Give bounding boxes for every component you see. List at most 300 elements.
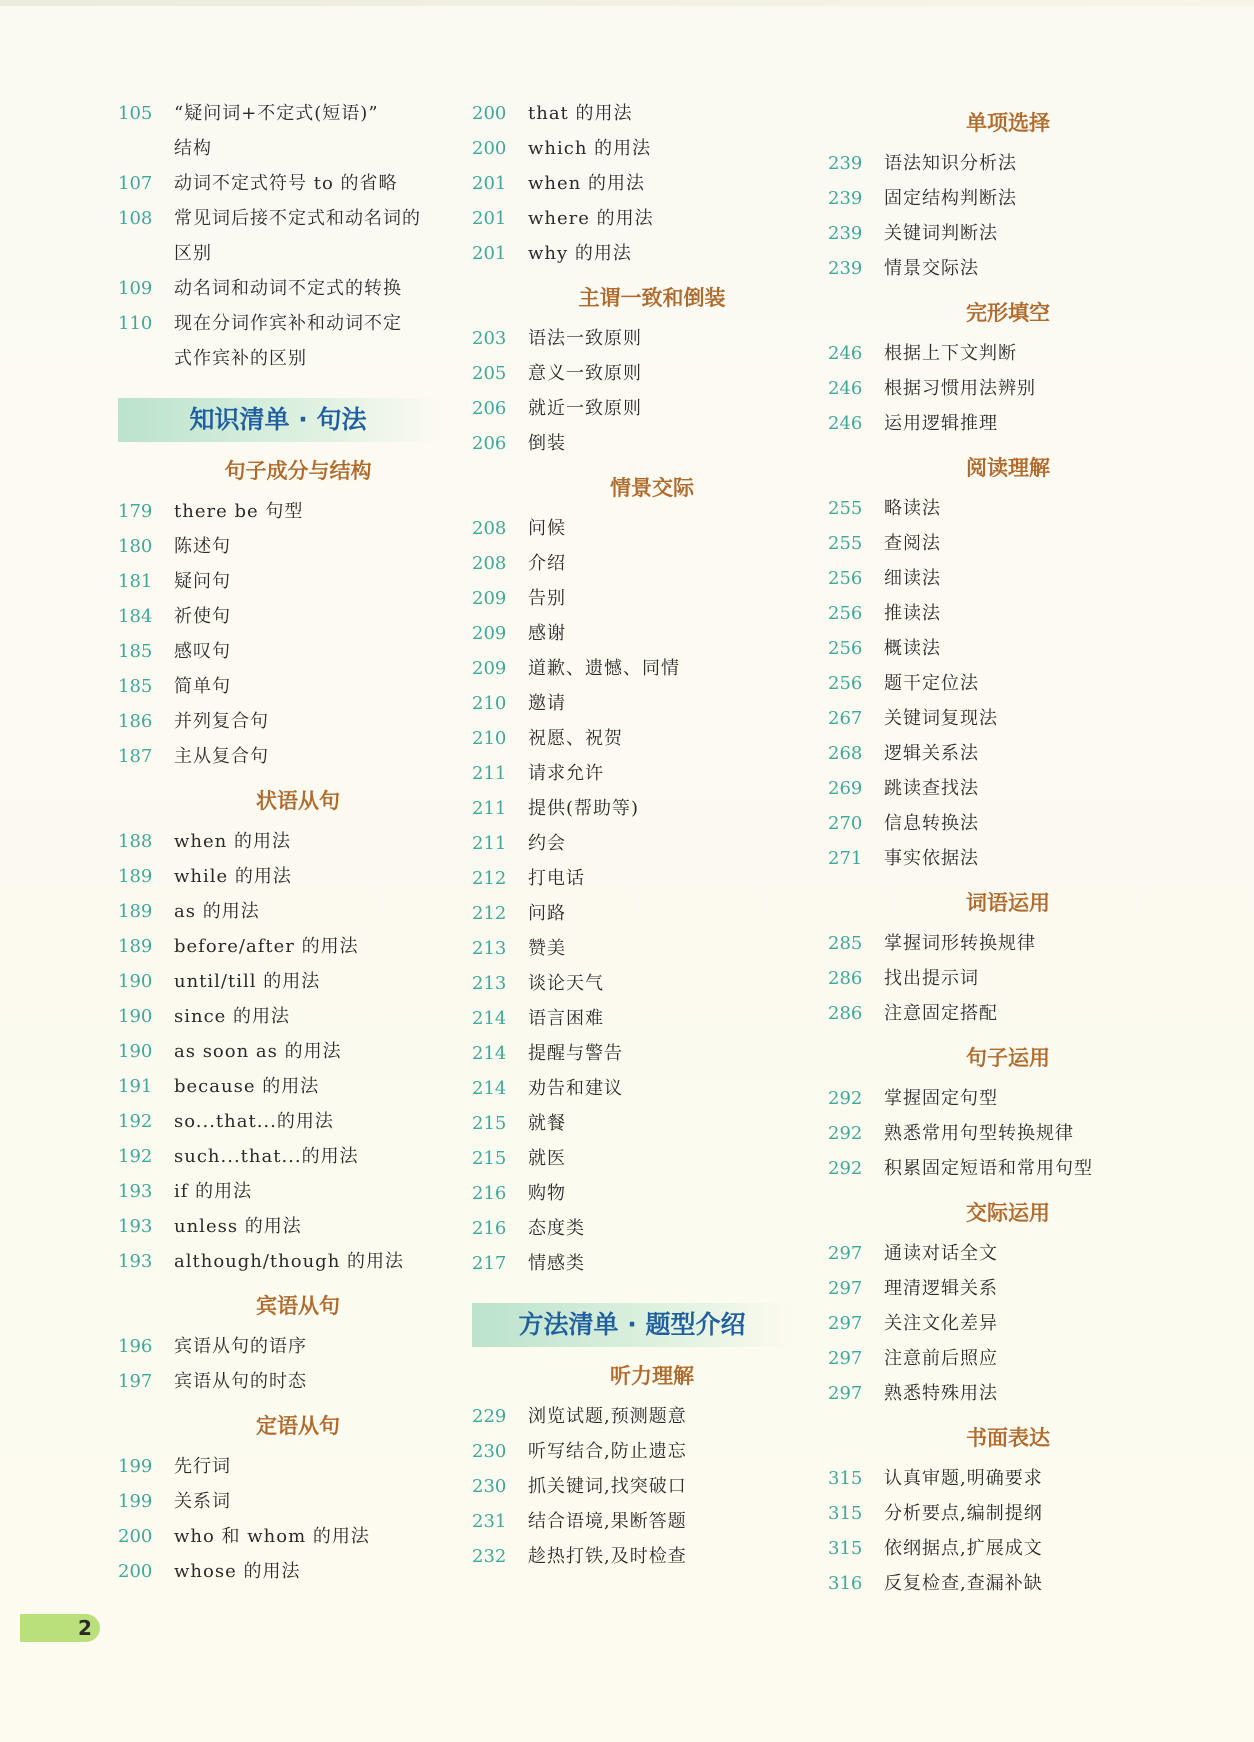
toc-entry	[828, 701, 1148, 736]
toc-page-number: 110	[118, 313, 153, 334]
toc-entry	[118, 1554, 438, 1589]
toc-entry-title: 根据上下文判断	[884, 343, 1017, 364]
toc-page-number: 297	[828, 1313, 863, 1334]
toc-entry-title: 浏览试题,预测题意	[528, 1406, 687, 1427]
toc-column-1	[118, 96, 438, 1589]
toc-entry	[118, 999, 438, 1034]
toc-entry	[118, 166, 438, 201]
toc-entry-title: 谈论天气	[528, 973, 604, 994]
toc-entry-title: 关系词	[174, 1491, 231, 1512]
toc-entry-title: 分析要点,编制提纲	[884, 1503, 1043, 1524]
section-heading: 状语从句	[256, 789, 340, 813]
toc-page-number: 192	[118, 1111, 153, 1132]
toc-entry	[472, 616, 792, 651]
toc-page-number: 201	[472, 173, 507, 194]
toc-page-number: 271	[828, 848, 863, 869]
toc-entry	[828, 1376, 1148, 1411]
toc-entry-title: 熟悉特殊用法	[884, 1383, 998, 1404]
toc-entry-title: 告别	[528, 588, 566, 609]
toc-page-number: 246	[828, 343, 863, 364]
toc-page-number: 208	[472, 518, 507, 539]
toc-entry	[472, 166, 792, 201]
toc-entry	[118, 1519, 438, 1554]
toc-page-number: 255	[828, 533, 863, 554]
toc-entry-title: 感谢	[528, 623, 566, 644]
toc-entry	[472, 896, 792, 931]
toc-entry	[118, 1484, 438, 1519]
toc-entry-title: so...that...的用法	[174, 1111, 334, 1132]
toc-entry	[118, 1069, 438, 1104]
section-heading: 情景交际	[610, 476, 694, 500]
toc-entry-title: 语法一致原则	[528, 328, 642, 349]
toc-page-number: 206	[472, 433, 507, 454]
toc-page-number: 267	[828, 708, 863, 729]
toc-entry	[472, 1504, 792, 1539]
toc-entry	[118, 201, 438, 236]
toc-entry-title: 关键词复现法	[884, 708, 998, 729]
toc-entry-title: 理清逻辑关系	[884, 1278, 998, 1299]
toc-entry-title: until/till 的用法	[174, 971, 321, 992]
toc-entry-title: 找出提示词	[884, 968, 979, 989]
toc-entry	[472, 1141, 792, 1176]
toc-entry	[472, 721, 792, 756]
toc-column-3	[828, 96, 1148, 1601]
toc-entry	[828, 216, 1148, 251]
toc-page-number: 193	[118, 1251, 153, 1272]
toc-page-number: 199	[118, 1456, 153, 1477]
toc-entry-title: 劝告和建议	[528, 1078, 623, 1099]
toc-entry-title: 结合语境,果断答题	[528, 1511, 687, 1532]
toc-entry	[828, 666, 1148, 701]
toc-entry-title: there be 句型	[174, 501, 304, 522]
toc-page-number: 255	[828, 498, 863, 519]
toc-page-number: 268	[828, 743, 863, 764]
toc-page-number: 199	[118, 1491, 153, 1512]
toc-entry	[472, 686, 792, 721]
toc-page-number: 201	[472, 243, 507, 264]
toc-entry-title: why 的用法	[528, 243, 632, 264]
toc-page-number: 197	[118, 1371, 153, 1392]
toc-entry	[118, 739, 438, 774]
toc-entry	[118, 1139, 438, 1174]
toc-entry-title: 根据习惯用法辨别	[884, 378, 1036, 399]
toc-page-number: 193	[118, 1216, 153, 1237]
toc-entry-title: 态度类	[528, 1218, 585, 1239]
toc-page-number: 256	[828, 603, 863, 624]
toc-entry-title: 信息转换法	[884, 813, 979, 834]
toc-entry	[472, 826, 792, 861]
toc-page-number: 315	[828, 1468, 863, 1489]
toc-entry	[828, 926, 1148, 961]
toc-entry	[472, 581, 792, 616]
toc-page-number: 189	[118, 901, 153, 922]
section-heading: 听力理解	[610, 1364, 694, 1388]
toc-entry	[472, 1001, 792, 1036]
toc-page-number: 229	[472, 1406, 507, 1427]
toc-page-number: 209	[472, 658, 507, 679]
toc-entry	[472, 356, 792, 391]
toc-entry-title: 问路	[528, 903, 566, 924]
toc-entry-title: 略读法	[884, 498, 941, 519]
toc-entry	[828, 841, 1148, 876]
toc-page-number: 211	[472, 833, 507, 854]
toc-entry	[118, 704, 438, 739]
toc-entry-title: 祈使句	[174, 606, 231, 627]
toc-entry-title: 宾语从句的时态	[174, 1371, 307, 1392]
toc-page-number: 297	[828, 1383, 863, 1404]
toc-entry-title: 通读对话全文	[884, 1243, 998, 1264]
toc-page-number: 286	[828, 968, 863, 989]
toc-entry-title: 就医	[528, 1148, 566, 1169]
toc-page-number: 188	[118, 831, 153, 852]
toc-entry	[118, 1329, 438, 1364]
toc-entry	[118, 1244, 438, 1279]
toc-entry-title: when 的用法	[528, 173, 645, 194]
toc-entry-title: 常见词后接不定式和动名词的	[174, 208, 421, 229]
section-heading: 单项选择	[966, 111, 1050, 135]
toc-entry-title: 倒装	[528, 433, 566, 454]
toc-page-number: 185	[118, 676, 153, 697]
toc-entry	[472, 1071, 792, 1106]
section-heading: 交际运用	[966, 1201, 1050, 1225]
toc-entry-title: 道歉、遗憾、同情	[528, 658, 680, 679]
toc-entry-title: as 的用法	[174, 901, 260, 922]
toc-entry-title: 打电话	[528, 868, 585, 889]
toc-entry-title: that 的用法	[528, 103, 633, 124]
toc-column-2	[472, 96, 792, 1574]
toc-entry	[118, 529, 438, 564]
toc-page-number: 230	[472, 1476, 507, 1497]
toc-page-number: 193	[118, 1181, 153, 1202]
toc-entry	[472, 201, 792, 236]
toc-entry-title: 积累固定短语和常用句型	[884, 1158, 1093, 1179]
toc-page-number: 213	[472, 938, 507, 959]
toc-page-number: 315	[828, 1538, 863, 1559]
toc-entry-title: 掌握词形转换规律	[884, 933, 1036, 954]
toc-entry-title: 购物	[528, 1183, 566, 1204]
toc-entry	[472, 511, 792, 546]
toc-page-number: 189	[118, 866, 153, 887]
toc-entry-title: 陈述句	[174, 536, 231, 557]
toc-entry	[118, 306, 438, 341]
toc-entry-title: 逻辑关系法	[884, 743, 979, 764]
toc-entry-title: 邀请	[528, 693, 566, 714]
toc-entry	[118, 1034, 438, 1069]
toc-entry	[828, 406, 1148, 441]
toc-entry	[828, 561, 1148, 596]
toc-page-number: 256	[828, 638, 863, 659]
section-heading: 词语运用	[966, 891, 1050, 915]
toc-entry	[472, 1036, 792, 1071]
toc-entry	[472, 861, 792, 896]
toc-page-number: 217	[472, 1253, 507, 1274]
toc-entry-title: 事实依据法	[884, 848, 979, 869]
toc-entry	[828, 1461, 1148, 1496]
toc-entry-title: 先行词	[174, 1456, 231, 1477]
toc-entry	[828, 631, 1148, 666]
toc-page-number: 270	[828, 813, 863, 834]
toc-entry-title: because 的用法	[174, 1076, 320, 1097]
toc-page-number: 216	[472, 1218, 507, 1239]
toc-entry-title: 关注文化差异	[884, 1313, 998, 1334]
toc-entry	[118, 341, 438, 376]
toc-entry	[118, 236, 438, 271]
toc-entry	[118, 669, 438, 704]
toc-entry-title: 提供(帮助等)	[528, 798, 640, 819]
toc-page-number: 211	[472, 798, 507, 819]
toc-entry-title: who 和 whom 的用法	[174, 1526, 370, 1547]
toc-page-number: 212	[472, 903, 507, 924]
toc-page-number: 214	[472, 1078, 507, 1099]
toc-page-number: 190	[118, 1041, 153, 1062]
toc-entry-title: while 的用法	[174, 866, 292, 887]
toc-page-number: 256	[828, 568, 863, 589]
toc-entry-title: 熟悉常用句型转换规律	[884, 1123, 1074, 1144]
toc-entry	[472, 1211, 792, 1246]
toc-page-number: 214	[472, 1043, 507, 1064]
toc-entry	[472, 1469, 792, 1504]
toc-page-number: 269	[828, 778, 863, 799]
toc-entry	[118, 494, 438, 529]
toc-entry-title: 疑问句	[174, 571, 231, 592]
toc-page-number: 190	[118, 971, 153, 992]
toc-entry-title: 依纲据点,扩展成文	[884, 1538, 1043, 1559]
toc-page-number: 215	[472, 1148, 507, 1169]
toc-page-number: 185	[118, 641, 153, 662]
toc-page-number: 209	[472, 623, 507, 644]
toc-page-number: 316	[828, 1573, 863, 1594]
toc-entry-title: 掌握固定句型	[884, 1088, 998, 1109]
toc-entry-title: 细读法	[884, 568, 941, 589]
toc-page-number: 239	[828, 188, 863, 209]
toc-entry	[472, 236, 792, 271]
toc-page-number: 232	[472, 1546, 507, 1567]
section-heading: 句子运用	[966, 1046, 1050, 1070]
toc-entry-title: 赞美	[528, 938, 566, 959]
toc-entry-title: 推读法	[884, 603, 941, 624]
toc-entry-title: where 的用法	[528, 208, 654, 229]
toc-entry	[118, 859, 438, 894]
toc-entry	[118, 824, 438, 859]
toc-page-number: 190	[118, 1006, 153, 1027]
section-heading: 书面表达	[966, 1426, 1050, 1450]
toc-entry-title: 结构	[174, 138, 212, 159]
toc-entry	[828, 181, 1148, 216]
toc-entry	[828, 371, 1148, 406]
top-edge	[0, 0, 1254, 6]
toc-page-number: 297	[828, 1278, 863, 1299]
toc-entry-title: 问候	[528, 518, 566, 539]
toc-entry-title: if 的用法	[174, 1181, 253, 1202]
toc-entry	[472, 546, 792, 581]
toc-entry	[472, 1399, 792, 1434]
toc-page-number: 214	[472, 1008, 507, 1029]
toc-page-number: 212	[472, 868, 507, 889]
toc-entry	[118, 1449, 438, 1484]
toc-entry	[472, 1434, 792, 1469]
section-heading: 完形填空	[966, 301, 1050, 325]
toc-page-number: 208	[472, 553, 507, 574]
section-heading: 主谓一致和倒装	[578, 286, 726, 310]
toc-page-number: 210	[472, 728, 507, 749]
toc-entry	[828, 336, 1148, 371]
toc-page-number: 239	[828, 223, 863, 244]
toc-page-number: 297	[828, 1243, 863, 1264]
toc-page-number: 216	[472, 1183, 507, 1204]
toc-page-number: 297	[828, 1348, 863, 1369]
toc-page-number: 209	[472, 588, 507, 609]
toc-entry-title: 祝愿、祝贺	[528, 728, 623, 749]
toc-entry	[472, 966, 792, 1001]
part-banner: 知识清单 · 句法	[118, 398, 438, 442]
toc-entry-title: 约会	[528, 833, 566, 854]
toc-entry	[828, 1116, 1148, 1151]
toc-entry	[828, 1236, 1148, 1271]
toc-entry	[472, 426, 792, 461]
toc-page-number: 180	[118, 536, 153, 557]
toc-entry	[828, 491, 1148, 526]
toc-entry-title: 请求允许	[528, 763, 604, 784]
toc-entry	[472, 321, 792, 356]
section-heading: 阅读理解	[966, 456, 1050, 480]
toc-entry-title: although/though 的用法	[174, 1251, 405, 1272]
toc-entry	[472, 756, 792, 791]
toc-entry	[472, 931, 792, 966]
toc-entry	[472, 1246, 792, 1281]
toc-entry-title: 趁热打铁,及时检查	[528, 1546, 687, 1567]
toc-entry	[118, 634, 438, 669]
toc-entry	[828, 251, 1148, 286]
toc-page-number: 315	[828, 1503, 863, 1524]
toc-page-number: 215	[472, 1113, 507, 1134]
toc-page-number: 192	[118, 1146, 153, 1167]
toc-entry-title: 就近一致原则	[528, 398, 642, 419]
toc-entry-title: since 的用法	[174, 1006, 291, 1027]
toc-entry	[118, 271, 438, 306]
toc-page-number: 109	[118, 278, 153, 299]
toc-entry	[118, 131, 438, 166]
toc-entry-title: 抓关键词,找突破口	[528, 1476, 687, 1497]
toc-entry-title: 区别	[174, 243, 212, 264]
toc-page-number: 292	[828, 1088, 863, 1109]
toc-page-number: 211	[472, 763, 507, 784]
toc-entry-title: 意义一致原则	[528, 363, 642, 384]
toc-entry-title: 认真审题,明确要求	[884, 1468, 1043, 1489]
toc-entry	[118, 1209, 438, 1244]
toc-page-number: 239	[828, 153, 863, 174]
toc-page-number: 239	[828, 258, 863, 279]
toc-entry	[118, 894, 438, 929]
toc-entry	[828, 1271, 1148, 1306]
toc-entry-title: 运用逻辑推理	[884, 413, 998, 434]
toc-entry-title: unless 的用法	[174, 1216, 302, 1237]
toc-entry-title: 关键词判断法	[884, 223, 998, 244]
toc-page-number: 292	[828, 1158, 863, 1179]
toc-page-number: 189	[118, 936, 153, 957]
toc-page-number: 105	[118, 103, 153, 124]
toc-entry-title: 听写结合,防止遗忘	[528, 1441, 687, 1462]
toc-entry-title: 式作宾补的区别	[174, 348, 307, 369]
part-banner: 方法清单 · 题型介绍	[472, 1303, 792, 1347]
toc-entry-title: 语法知识分析法	[884, 153, 1017, 174]
toc-entry-title: which 的用法	[528, 138, 652, 159]
toc-entry	[118, 964, 438, 999]
toc-page-number: 181	[118, 571, 153, 592]
toc-entry	[472, 131, 792, 166]
toc-page-number: 246	[828, 378, 863, 399]
toc-entry-title: 主从复合句	[174, 746, 269, 767]
toc-entry-title: 简单句	[174, 676, 231, 697]
toc-entry	[118, 929, 438, 964]
toc-entry-title: 提醒与警告	[528, 1043, 623, 1064]
toc-entry-title: 固定结构判断法	[884, 188, 1017, 209]
toc-entry	[828, 596, 1148, 631]
toc-entry-title: 动词不定式符号 to 的省略	[174, 173, 398, 194]
toc-entry-title: 题干定位法	[884, 673, 979, 694]
toc-entry-title: 注意固定搭配	[884, 1003, 998, 1024]
toc-page-number: 196	[118, 1336, 153, 1357]
toc-page-number: 256	[828, 673, 863, 694]
toc-page-number: 191	[118, 1076, 153, 1097]
toc-page-number: 179	[118, 501, 153, 522]
toc-page-number: 200	[118, 1526, 153, 1547]
toc-page-number: 206	[472, 398, 507, 419]
toc-entry-title: as soon as 的用法	[174, 1041, 342, 1062]
toc-entry-title: 情景交际法	[884, 258, 979, 279]
toc-entry-title: 查阅法	[884, 533, 941, 554]
section-heading: 定语从句	[256, 1414, 340, 1438]
toc-entry	[472, 651, 792, 686]
toc-page-number: 203	[472, 328, 507, 349]
toc-entry-title: 现在分词作宾补和动词不定	[174, 313, 402, 334]
toc-entry	[828, 1306, 1148, 1341]
toc-page-number: 187	[118, 746, 153, 767]
toc-entry-title: 反复检查,查漏补缺	[884, 1573, 1043, 1594]
toc-entry-title: 动名词和动词不定式的转换	[174, 278, 402, 299]
toc-entry-title: 跳读查找法	[884, 778, 979, 799]
toc-entry	[828, 806, 1148, 841]
toc-entry	[828, 961, 1148, 996]
toc-entry-title: 宾语从句的语序	[174, 1336, 307, 1357]
toc-entry-title: 注意前后照应	[884, 1348, 998, 1369]
toc-page-number: 108	[118, 208, 153, 229]
toc-entry-title: 情感类	[528, 1253, 585, 1274]
toc-entry	[828, 1531, 1148, 1566]
toc-entry	[118, 1104, 438, 1139]
toc-entry	[118, 1364, 438, 1399]
toc-page-number: 200	[472, 138, 507, 159]
section-heading: 句子成分与结构	[224, 459, 372, 483]
toc-entry	[472, 1176, 792, 1211]
toc-entry-title: such...that...的用法	[174, 1146, 359, 1167]
toc-entry	[828, 1151, 1148, 1186]
toc-entry	[828, 1566, 1148, 1601]
toc-entry-title: when 的用法	[174, 831, 291, 852]
toc-page-number: 205	[472, 363, 507, 384]
toc-entry	[828, 996, 1148, 1031]
toc-entry	[472, 791, 792, 826]
toc-entry-title: whose 的用法	[174, 1561, 301, 1582]
toc-page-number: 200	[472, 103, 507, 124]
toc-entry	[118, 96, 438, 131]
section-heading: 宾语从句	[256, 1294, 340, 1318]
page-number: 2	[78, 1616, 92, 1640]
toc-entry	[828, 771, 1148, 806]
toc-entry-title: 介绍	[528, 553, 566, 574]
toc-page-number: 107	[118, 173, 153, 194]
toc-entry-title: 概读法	[884, 638, 941, 659]
toc-page-number: 231	[472, 1511, 507, 1532]
